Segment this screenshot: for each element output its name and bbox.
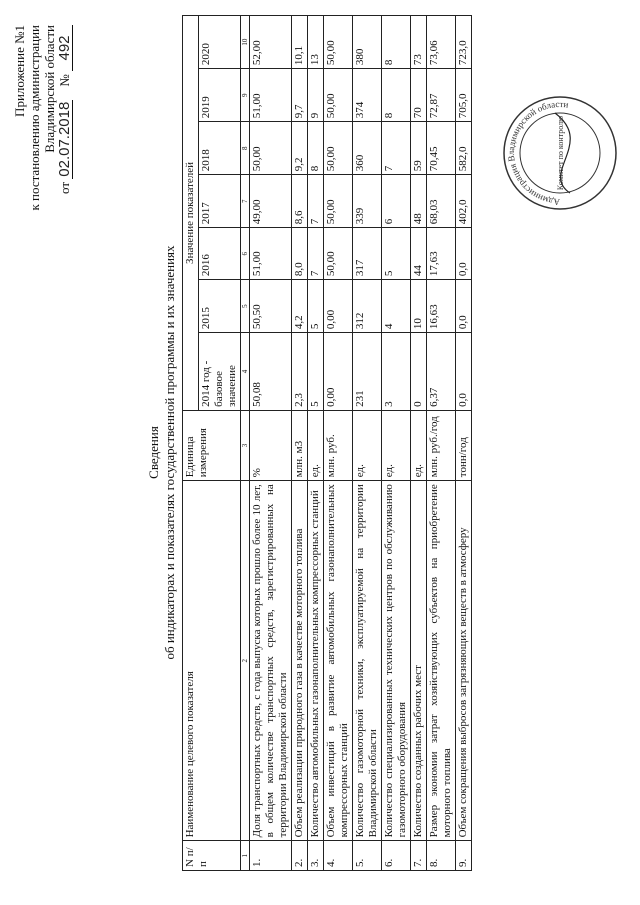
row-value: 50,00 [324, 228, 353, 280]
indicators-table [182, 15, 472, 871]
row-indicator-name: Объем реализации природного газа в качестве моторного топлива [292, 481, 308, 841]
row-value: 8 [382, 69, 411, 122]
row-value: 8 [382, 16, 411, 69]
document-subtitle: об индикаторах и показателях государственной программы и их значениях [162, 245, 177, 660]
document-title: Сведения [146, 426, 161, 479]
row-value: 0 [411, 333, 427, 411]
row-indicator-name: Количество специализированных технических центров по обслуживанию газомоторного оборудования [382, 481, 411, 841]
header-num: N п/п [183, 841, 241, 871]
row-value: 0,00 [324, 280, 353, 333]
row-value: 50,00 [250, 122, 292, 175]
column-index-row [241, 16, 250, 871]
row-value: 5 [308, 280, 324, 333]
row-value: 0,0 [456, 228, 472, 280]
row-value: 582,0 [456, 122, 472, 175]
row-value: 5 [308, 333, 324, 411]
row-unit: млн. руб./год [427, 410, 456, 480]
header-values-group: Значение показателей [183, 16, 199, 411]
row-num: 9. [456, 841, 472, 871]
row-value: 8,0 [292, 228, 308, 280]
row-num: 4. [324, 841, 353, 871]
row-value: 317 [353, 228, 382, 280]
row-num: 5. [353, 841, 382, 871]
row-num: 3. [308, 841, 324, 871]
row-value: 48 [411, 175, 427, 228]
row-num: 2. [292, 841, 308, 871]
row-value: 6,37 [427, 333, 456, 411]
table-row [382, 16, 411, 871]
appendix-line1: Приложение №1 [12, 25, 27, 117]
header-year: 2017 [199, 175, 241, 228]
official-stamp [500, 93, 620, 213]
header-year: 2015 [199, 280, 241, 333]
row-value: 52,00 [250, 16, 292, 69]
row-indicator-name: Объем инвестиций в развитие автомобильных газонаполнительных компрессорных станций [324, 481, 353, 841]
row-value: 51,00 [250, 69, 292, 122]
row-value: 73,06 [427, 16, 456, 69]
row-value: 10 [411, 280, 427, 333]
row-value: 9 [308, 69, 324, 122]
header-name: Наименование целевого показателя [183, 481, 241, 841]
header-base-year: 2014 год - базовое значение [199, 333, 241, 411]
row-indicator-name: Количество автомобильных газонаполнительных компрессорных станций [308, 481, 324, 841]
header-year: 2018 [199, 122, 241, 175]
row-value: 73 [411, 16, 427, 69]
row-value: 72,87 [427, 69, 456, 122]
row-value: 4,2 [292, 280, 308, 333]
column-index: 3 [241, 410, 250, 480]
row-num: 1. [250, 841, 292, 871]
header-unit: Единица измерения [183, 410, 241, 480]
row-value: 8 [308, 122, 324, 175]
row-value: 50,00 [324, 175, 353, 228]
appendix-line3: Владимирской области [42, 25, 57, 153]
row-value: 339 [353, 175, 382, 228]
header-row-1 [183, 16, 199, 871]
row-value: 360 [353, 122, 382, 175]
number-prefix: № [57, 74, 72, 87]
header-year: 2019 [199, 69, 241, 122]
column-index: 10 [241, 16, 250, 69]
row-unit: ед. [353, 410, 382, 480]
row-value: 70,45 [427, 122, 456, 175]
row-value: 17,63 [427, 228, 456, 280]
row-value: 0,00 [324, 333, 353, 411]
row-value: 7 [308, 228, 324, 280]
appendix-header [12, 25, 73, 215]
row-value: 705,0 [456, 69, 472, 122]
row-value: 723,0 [456, 16, 472, 69]
svg-text:Комитет по контролю: Комитет по контролю [556, 115, 565, 191]
row-value: 312 [353, 280, 382, 333]
header-year: 2016 [199, 228, 241, 280]
row-value: 50,00 [324, 69, 353, 122]
row-value: 9,2 [292, 122, 308, 175]
row-unit: млн. м3 [292, 410, 308, 480]
row-value: 50,00 [324, 16, 353, 69]
row-value: 374 [353, 69, 382, 122]
row-value: 231 [353, 333, 382, 411]
row-unit: ед. [382, 410, 411, 480]
row-indicator-name: Размер экономии затрат хозяйствующих субъектов на приобретение моторного топлива [427, 481, 456, 841]
row-unit: ед. [308, 410, 324, 480]
row-value: 51,00 [250, 228, 292, 280]
row-num: 6. [382, 841, 411, 871]
row-indicator-name: Количество созданных рабочих мест [411, 481, 427, 841]
row-value: 7 [382, 122, 411, 175]
table-row [353, 16, 382, 871]
row-value: 50,00 [324, 122, 353, 175]
svg-text:Администрация Владимирской обл: Администрация Владимирской области [505, 98, 570, 208]
row-value: 7 [308, 175, 324, 228]
row-unit: % [250, 410, 292, 480]
column-index: 4 [241, 333, 250, 411]
row-value: 380 [353, 16, 382, 69]
table-row [456, 16, 472, 871]
row-value: 16,63 [427, 280, 456, 333]
row-value: 3 [382, 333, 411, 411]
header-year: 2020 [199, 16, 241, 69]
row-num: 8. [427, 841, 456, 871]
date-prefix: от [57, 181, 72, 194]
table-row [324, 16, 353, 871]
row-value: 0,0 [456, 333, 472, 411]
table-row [250, 16, 292, 871]
row-value: 49,00 [250, 175, 292, 228]
row-indicator-name: Доля транспортных средств, с года выпуска которых прошло более 10 лет, в общем количестве транспортных средств, зарегистрированных на территории Владимирской области [250, 481, 292, 841]
row-value: 8,6 [292, 175, 308, 228]
handwritten-date: 02.07.2018 [56, 101, 73, 177]
row-value: 402,0 [456, 175, 472, 228]
column-index: 8 [241, 122, 250, 175]
row-value: 13 [308, 16, 324, 69]
row-unit: ед. [411, 410, 427, 480]
row-num: 7. [411, 841, 427, 871]
column-index: 2 [241, 481, 250, 841]
table-row [308, 16, 324, 871]
appendix-line2: к постановлению администрации [27, 25, 42, 211]
row-value: 6 [382, 175, 411, 228]
column-index: 7 [241, 175, 250, 228]
table-row [411, 16, 427, 871]
column-index: 1 [241, 841, 250, 871]
row-value: 4 [382, 280, 411, 333]
table-row [427, 16, 456, 871]
row-value: 0,0 [456, 280, 472, 333]
appendix-date-line [57, 25, 73, 215]
row-value: 10,1 [292, 16, 308, 69]
row-value: 2,3 [292, 333, 308, 411]
row-value: 68,03 [427, 175, 456, 228]
column-index: 9 [241, 69, 250, 122]
row-value: 50,08 [250, 333, 292, 411]
table-row [292, 16, 308, 871]
row-value: 70 [411, 69, 427, 122]
row-value: 59 [411, 122, 427, 175]
row-value: 5 [382, 228, 411, 280]
row-value: 44 [411, 228, 427, 280]
row-unit: млн. руб. [324, 410, 353, 480]
row-value: 50,50 [250, 280, 292, 333]
column-index: 6 [241, 228, 250, 280]
row-value: 9,7 [292, 69, 308, 122]
row-indicator-name: Количество газомоторной техники, эксплуатируемой на территории Владимирской области [353, 481, 382, 841]
row-unit: тонн/год [456, 410, 472, 480]
handwritten-number: 492 [57, 25, 73, 71]
row-indicator-name: Объем сокращения выбросов загрязняющих веществ в атмосферу [456, 481, 472, 841]
column-index: 5 [241, 280, 250, 333]
